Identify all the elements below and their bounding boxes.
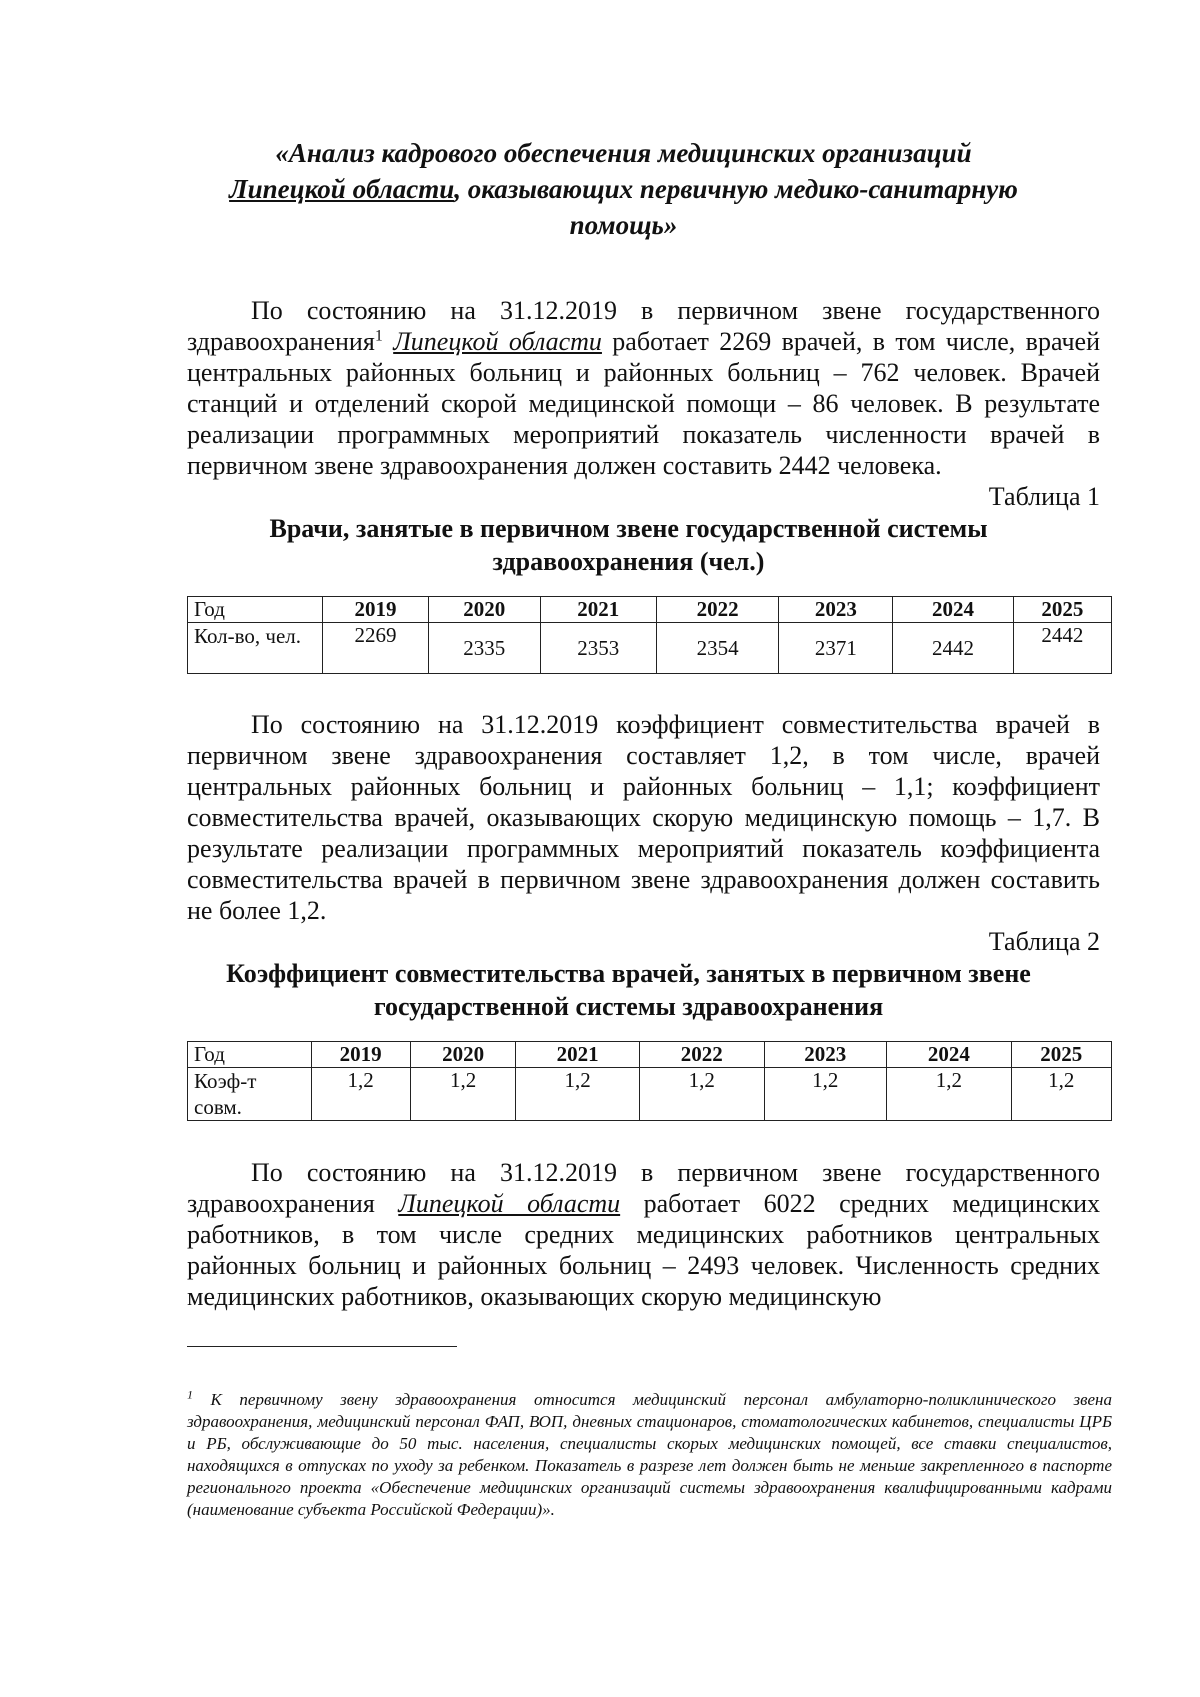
table-cell: 2335 (428, 623, 540, 674)
table-header-cell: 2021 (540, 597, 656, 623)
table-header-cell: Год (188, 597, 323, 623)
table-header-row (188, 1042, 1112, 1068)
table-cell: 2371 (779, 623, 893, 674)
table-cell: 1,2 (639, 1068, 764, 1121)
table-header-cell: 2019 (311, 1042, 410, 1068)
table-doctors (187, 596, 1112, 674)
title-line-1: «Анализ кадрового обеспечения медицинских организаций (275, 138, 972, 168)
footnote-reference: 1 (374, 327, 383, 345)
table-cell: 1,2 (764, 1068, 886, 1121)
footnote (187, 1389, 1112, 1521)
region-link: Липецкой области (398, 1189, 621, 1218)
table-row-label: Кол-во, чел. (188, 623, 323, 674)
table-1-label: Таблица 1 (988, 482, 1100, 511)
table-cell: 1,2 (887, 1068, 1012, 1121)
table-1-title-line-2: здравоохранения (чел.) (492, 547, 765, 576)
table-header-cell: Год (188, 1042, 312, 1068)
table-header-cell: 2022 (639, 1042, 764, 1068)
table-cell: 1,2 (516, 1068, 640, 1121)
table-header-cell: 2022 (656, 597, 778, 623)
table-header-cell: 2020 (428, 597, 540, 623)
table-2-label: Таблица 2 (988, 927, 1100, 956)
footnote-divider (187, 1346, 457, 1347)
table-cell: 2353 (540, 623, 656, 674)
table-cell: 2442 (893, 623, 1013, 674)
table-cell: 1,2 (410, 1068, 516, 1121)
table-cell: 1,2 (1011, 1068, 1111, 1121)
footnote-mark: 1 (187, 1387, 193, 1402)
table-row (188, 623, 1112, 674)
table-header-cell: 2024 (893, 597, 1013, 623)
title-line-2-rest: , оказывающих первичную медико-санитарную (454, 174, 1018, 204)
footnote-text: К первичному звену здравоохранения относится медицинский персонал амбулаторно-поликлинического звена здравоохранения, медицинский персонал ФАП, ВОП, дневных стационаров, стоматологических кабинетов, специалисты ЦРБ и РБ, обслуживающие до 50 тыс. населения, специалисты скорых медицинских помощей, все ставки специалистов, находящихся в отпусках по уходу за ребенком. Показатель в разрезе лет должен быть не меньше закрепленного в паспорте регионального проекта «Обеспечение медицинских организаций системы здравоохранения квалифицированными кадрами (наименование субъекта Российской Федерации)». (187, 1390, 1112, 1519)
table-header-cell: 2019 (323, 597, 429, 623)
table-header-cell: 2023 (779, 597, 893, 623)
table-header-cell: 2020 (410, 1042, 516, 1068)
table-combination-ratio (187, 1041, 1112, 1121)
table-cell: 2442 (1013, 623, 1111, 674)
table-header-row (188, 597, 1112, 623)
title-line-2 (187, 171, 1060, 207)
region-link: Липецкой области (393, 327, 602, 356)
table-header-cell: 2021 (516, 1042, 640, 1068)
paragraph-nurses-text-2: работает 6022 средних медицинских работников, в том числе средних медицинских работников центральных районных больниц и районных больниц – 2493 человек. Численность средних медицинских работников, оказывающих скорую медицинскую (187, 1189, 1100, 1311)
paragraph-doctors-text-2: работает 2269 врачей, в том числе, врачей центральных районных больниц и районных больниц – 762 человек. Врачей станций и отделений скорой медицинской помощи – 86 человек. В результате реализации программных мероприятий показатель численности врачей в первичном звене здравоохранения должен составить 2442 человека. (187, 327, 1100, 480)
table-header-cell: 2025 (1011, 1042, 1111, 1068)
table-cell: 1,2 (311, 1068, 410, 1121)
table-1-title-line-1: Врачи, занятые в первичном звене государственной системы (269, 514, 988, 543)
paragraph-nurses (187, 1157, 1100, 1312)
table-cell: 2269 (323, 623, 429, 674)
table-2-title-line-1: Коэффициент совместительства врачей, занятых в первичном звене (226, 959, 1031, 988)
title-region: Липецкой области (229, 174, 455, 204)
table-header-cell: 2025 (1013, 597, 1111, 623)
paragraph-doctors (187, 295, 1100, 481)
paragraph-doctors-text-1: По состоянию на 31.12.2019 в первичном звене государственного здравоохранения (187, 296, 1100, 356)
table-header-cell: 2023 (764, 1042, 886, 1068)
table-header-cell: 2024 (887, 1042, 1012, 1068)
paragraph-nurses-text-1: По состоянию на 31.12.2019 в первичном звене государственного здравоохранения (187, 1158, 1100, 1218)
table-2-title-line-2: государственной системы здравоохранения (373, 992, 884, 1021)
table-2-title (187, 957, 1070, 1023)
table-row-label: Коэф-т совм. (188, 1068, 312, 1121)
table-1-title (187, 512, 1070, 578)
table-row (188, 1068, 1112, 1121)
paragraph-combination-ratio: По состоянию на 31.12.2019 коэффициент совместительства врачей в первичном звене здравоохранения составляет 1,2, в том числе, врачей центральных районных больниц и районных больниц – 1,1; коэффициент совместительства врачей, оказывающих скорую медицинскую помощь – 1,7. В результате реализации программных мероприятий показатель коэффициента совместительства врачей в первичном звене здравоохранения должен составить не более 1,2. (187, 710, 1100, 925)
title-line-3: помощь» (569, 210, 678, 240)
document-title (187, 135, 1060, 243)
table-cell: 2354 (656, 623, 778, 674)
